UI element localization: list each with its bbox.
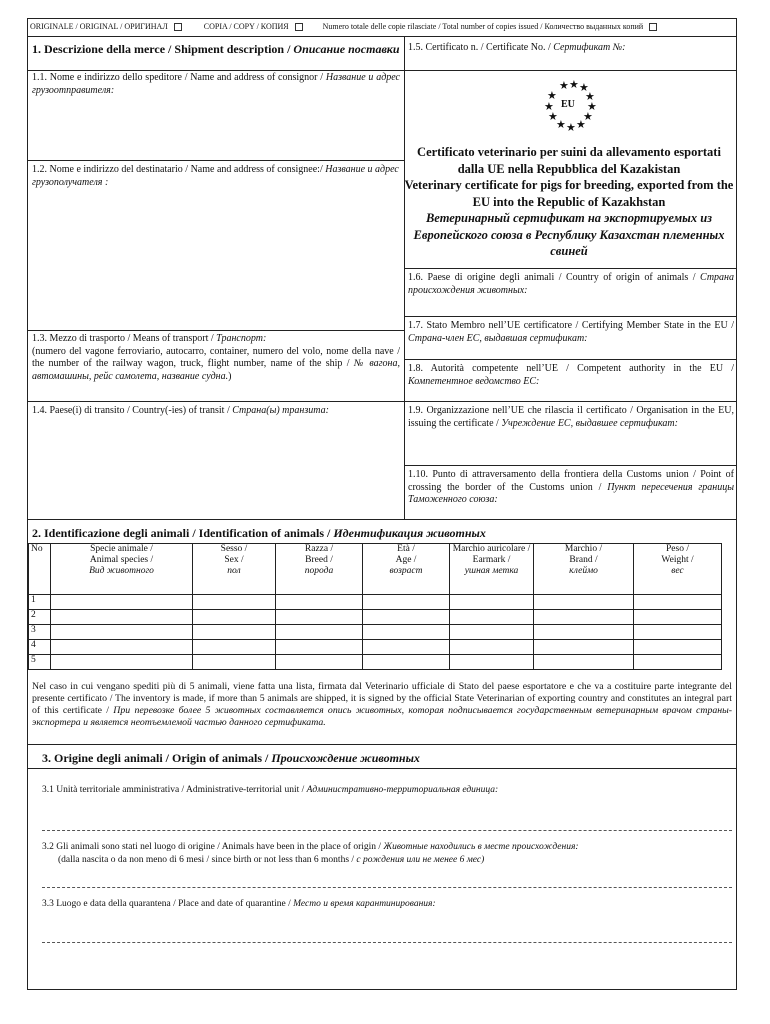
copies-checkbox[interactable]: [649, 23, 657, 31]
certificate-title-it: Certificato veterinario per suini da allevamento esportati dalla UE nella Repubblica del Kazakistan: [417, 145, 721, 176]
section2-title: 2. Identificazione degli animali / Identification of animals / Идентификация животных: [32, 526, 486, 540]
divider: [27, 70, 405, 71]
divider: [27, 160, 405, 161]
kept-origin-input-line[interactable]: [42, 887, 732, 888]
header-divider: [27, 36, 737, 37]
certificate-title-en: Veterinary certificate for pigs for breeding, exported from the EU into the Republic of Kazakhstan: [404, 178, 734, 209]
divider: [27, 768, 737, 769]
divider: [404, 316, 737, 317]
border-crossing-field[interactable]: 1.10. Punto di attraversamento della frontiera della Customs union / Point of crossing the border of the Customs union / Пункт пересечения границы Таможенного союза:: [408, 469, 735, 505]
table-row[interactable]: 2: [29, 610, 722, 625]
column-divider: [404, 36, 405, 519]
quarantine-label: 3.3 Luogo e data della quarantena / Place and date of quarantine / Место и время карантинирования:: [42, 899, 436, 909]
section3-title: 3. Origine degli animali / Origin of animals / Происхождение животных: [42, 751, 420, 765]
certificate-title-ru: Ветеринарный сертификат на экспортируемых из Европейского союза в Республику Казахстан племенных свиней: [413, 211, 725, 258]
admin-unit-input-line[interactable]: [42, 830, 732, 831]
col-breed: Razza / Breed / порода: [276, 544, 363, 595]
col-sex: Sesso / Sex / пол: [193, 544, 276, 595]
inventory-note: Nel caso in cui vengano spediti più di 5 animali, viene fatta una lista, firmata dal Veterinario ufficiale di Stato del paese esportatore e che va a costituire parte integrante del presente certificato / The inventory is made, if more than 5 animals are shipped, it is signed by the official State Veterinarian of exporting country and constitutes an integral part of this certificate / При перевозке более 5 животных составляется опись животных, которая подписывается государственным ветеринарным врачом страны-экспортера и является неотъемлемой частью данного сертификата.: [32, 681, 733, 728]
frame-top: [27, 18, 737, 19]
divider: [404, 70, 737, 71]
table-row[interactable]: 4: [29, 640, 722, 655]
col-age: Età / Age / возраст: [363, 544, 450, 595]
divider: [404, 401, 737, 402]
divider: [27, 401, 405, 402]
copy-status-header: [30, 22, 661, 32]
table-row[interactable]: 1: [29, 595, 722, 610]
eu-flag-icon: ★ ★ ★ ★ ★ ★ ★ ★ ★ ★ ★ ★ EU: [544, 79, 597, 134]
authority-field[interactable]: 1.8. Autorità competente nell’UE / Competent authority in the EU / Компетентное ведомство ЕС:: [408, 363, 734, 387]
copy-checkbox[interactable]: [295, 23, 303, 31]
col-earmark: Marchio auricolare / Earmark / ушная метка: [450, 544, 534, 595]
consignee-field[interactable]: 1.2. Nome e indirizzo del destinatario / Name and address of consignee:/ Название и адрес грузополучателя :: [32, 164, 399, 188]
copies-label: Numero totale delle copie rilasciate / Total number of copies issued / Количество выданных копий: [322, 22, 644, 31]
organisation-field[interactable]: 1.9. Organizzazione nell’UE che rilascia il certificato / Organisation in the EU, issuing the certificate / Учреждение ЕС, выдавшее сертификат:: [408, 405, 734, 429]
section1-title: 1. Descrizione della merce / Shipment description / Описание поставки: [32, 42, 400, 56]
frame-right: [736, 18, 737, 990]
divider: [27, 744, 737, 745]
transit-field[interactable]: 1.4. Paese(i) di transito / Country(-ies) of transit / Страна(ы) транзита:: [32, 405, 329, 416]
original-checkbox[interactable]: [174, 23, 182, 31]
quarantine-input-line[interactable]: [42, 942, 732, 943]
frame-bottom: [27, 989, 737, 990]
divider: [27, 330, 405, 331]
col-species: Specie animale / Animal species / Вид животного: [51, 544, 193, 595]
col-no: No: [29, 544, 51, 595]
member-state-field[interactable]: 1.7. Stato Membro nell’UE certificatore / Certifying Member State in the EU / Страна-член ЕС, выдавшая сертификат:: [408, 320, 734, 344]
col-brand: Marchio / Brand / клеймо: [534, 544, 634, 595]
origin-country-field[interactable]: 1.6. Paese di origine degli animali / Country of origin of animals / Страна происхождения животных:: [408, 272, 735, 296]
table-header-row: [29, 544, 722, 595]
divider: [404, 268, 737, 269]
frame-left: [27, 18, 28, 990]
admin-unit-label: 3.1 Unità territoriale amministrativa / Administrative-territorial unit / Административно-территориальная единица:: [42, 785, 499, 795]
certificate-number-field[interactable]: 1.5. Certificato n. / Certificate No. / Сертификат №:: [408, 42, 626, 53]
divider: [404, 359, 737, 360]
kept-origin-label: 3.2 Gli animali sono stati nel luogo di origine / Animals have been in the place of origin / Животные находились в месте происхождения: (dalla nascita o da non meno di 6 mesi / since birth or not less than 6 months / с рождения или не менее 6 мес): [42, 842, 579, 865]
consignor-field[interactable]: 1.1. Nome e indirizzo dello speditore / Name and address of consignor / Название и адрес грузоотправителя:: [32, 72, 401, 96]
transport-field[interactable]: 1.3. Mezzo di trasporto / Means of transport / Транспорт: (numero del vagone ferroviario, autocarro, container, numero del volo, nome della nave / the number of the railway wagon, truck, flight number, name of the ship / № вагона, автомашины, рейс самолета, название судна.): [32, 333, 400, 382]
col-weight: Peso / Weight / вес: [634, 544, 722, 595]
table-row[interactable]: 3: [29, 625, 722, 640]
certificate-title: [404, 144, 734, 260]
divider: [404, 465, 737, 466]
divider: [27, 519, 737, 520]
original-label: ORIGINALE / ORIGINAL / ОРИГИНАЛ: [30, 22, 168, 31]
table-row[interactable]: 5: [29, 655, 722, 670]
copy-label: COPIA / COPY / КОПИЯ: [203, 22, 289, 31]
eu-label: EU: [561, 99, 575, 110]
animals-table: [28, 543, 722, 670]
